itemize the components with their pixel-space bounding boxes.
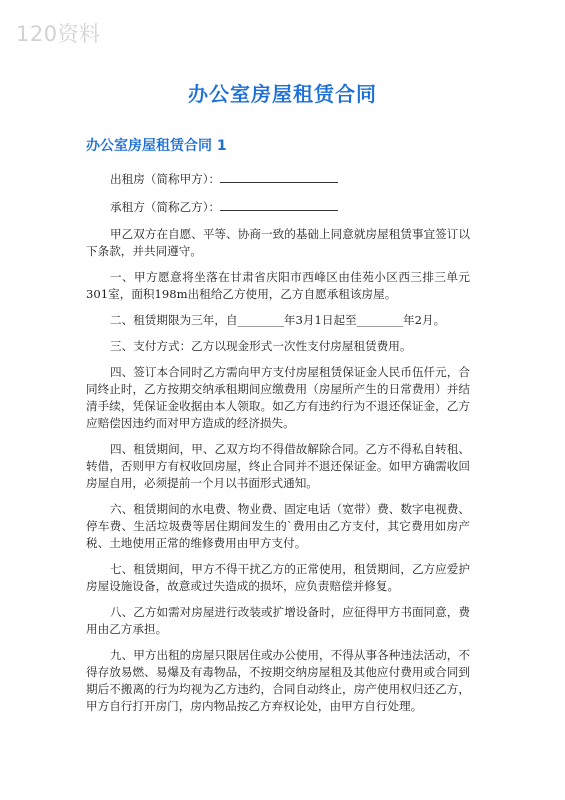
- paragraph-4: 四、签订本合同时乙方需向甲方支付房屋租赁保证金人民币伍仟元，合同终止时，乙方按期交纳承租期间应缴费用（房屋所产生的日常费用）并结清手续，凭保证金收据由本人领取。如乙方有违约行为不退还保证金，乙方应赔偿因违约而对甲方造成的经济损失。: [86, 365, 470, 430]
- paragraph-2: 二、租赁期限为三年，自________年3月1日起至________年2月。: [110, 313, 446, 327]
- lessee-label: 承租方（简称乙方）：: [110, 200, 221, 214]
- paragraph-8: 八、乙方如需对房屋进行改装或扩增设备时，应征得甲方书面同意，费用由乙方承担。: [86, 605, 470, 636]
- paragraph-intro: 甲乙双方在自愿、平等、协商一致的基础上同意就房屋租赁事宜签订以下条款，并共同遵守。: [86, 227, 470, 258]
- watermark: 120资料: [16, 22, 101, 46]
- section-heading: 办公室房屋租赁合同 1: [86, 138, 227, 154]
- paragraph-7: 七、租赁期间，甲方不得干扰乙方的正常使用，租赁期间，乙方应爱护房屋设施设备，故意或过失造成的损坏，应负责赔偿并修复。: [86, 562, 470, 593]
- document-title: 办公室房屋租赁合同: [188, 82, 377, 106]
- lessee-line: [86, 198, 470, 216]
- lessor-line: [86, 170, 470, 188]
- paragraph-5: 四、租赁期间，甲、乙双方均不得借故解除合同。乙方不得私自转租、转借，否则甲方有权收回房屋，终止合同并不退还保证金。如甲方确需收回房屋自用，必须提前一个月以书面形式通知。: [86, 442, 470, 490]
- lessor-blank: [220, 170, 338, 183]
- lessor-label: 出租房（简称甲方）：: [110, 172, 221, 186]
- paragraph-6: 六、租赁期间的水电费、物业费、固定电话（宽带）费、数字电视费、停车费、生活垃圾费等居住期间发生的`费用由乙方支付，其它费用如房产税、土地使用正常的维修费用由甲方支付。: [86, 502, 470, 550]
- lessee-blank: [220, 198, 338, 211]
- paragraph-3: 三、支付方式：乙方以现金形式一次性支付房屋租赁费用。: [110, 339, 412, 353]
- paragraph-1: 一、甲方愿意将坐落在甘肃省庆阳市西峰区由佳苑小区西三排三单元301室，面积198m出租给乙方使用，乙方自愿承租该房屋。: [86, 270, 470, 301]
- contract-body: [86, 170, 470, 724]
- paragraph-9: 九、甲方出租的房屋只限居住或办公使用，不得从事各种违法活动，不得存放易燃、易爆及有毒物品，不按期交纳房屋租及其他应付费用或合同到期后不搬离的行为均视为乙方违约，合同自动终止，房产使用权归还乙方，甲方自行打开房门，房内物品按乙方弃权论处，由甲方自行处理。: [86, 648, 470, 713]
